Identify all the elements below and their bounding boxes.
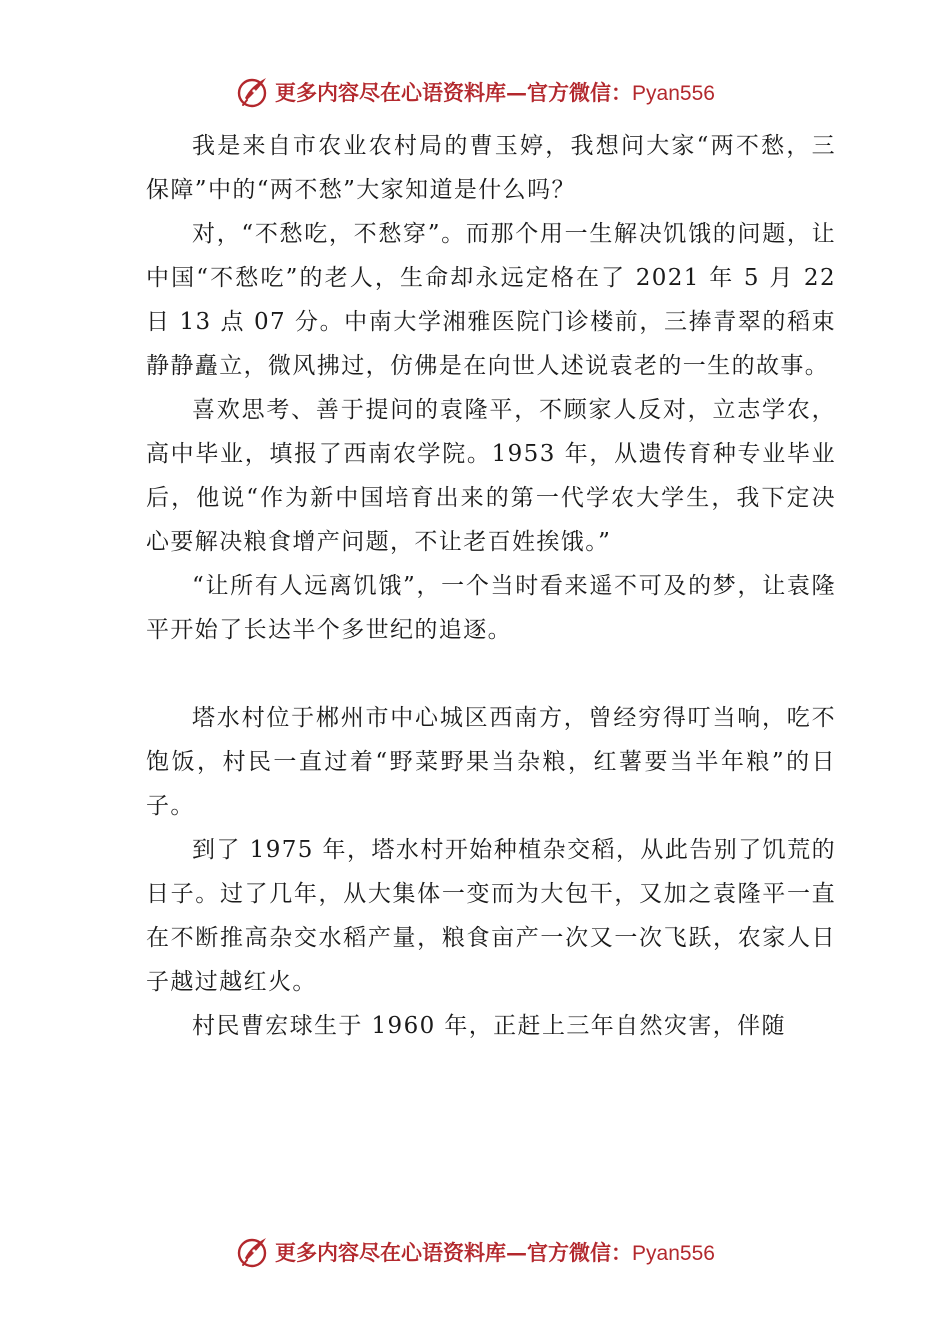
paragraph: 到了 1975 年，塔水村开始种植杂交稻，从此告别了饥荒的日子。过了几年，从大集体一变而为大包干，又加之袁隆平一直在不断推高杂交水稻产量，粮食亩产一次又一次飞跃，农家人日子越过越红火。: [146, 837, 836, 995]
paragraph: 我是来自市农业农村局的曹玉婷，我想问大家“两不愁，三保障”中的“两不愁”大家知道是什么吗？: [146, 133, 836, 203]
header-banner-text: [275, 77, 715, 107]
paragraph: 村民曹宏球生于 1960 年，正赶上三年自然灾害，伴随: [192, 1013, 786, 1039]
pen-nib-logo-icon: [235, 74, 271, 110]
pen-nib-logo-icon: [235, 1234, 271, 1270]
paragraph: 塔水村位于郴州市中心城区西南方，曾经穷得叮当响，吃不饱饭，村民一直过着“野菜野果当杂粮，红薯要当半年粮”的日子。: [146, 705, 836, 819]
footer-banner-handle: Pyan556: [632, 1242, 715, 1265]
paragraph: 对，“不愁吃，不愁穿”。而那个用一生解决饥饿的问题，让中国“不愁吃”的老人，生命却永远定格在了 2021 年 5 月 22 日 13 点 07 分。中南大学湘雅医院门诊楼前，三捧青翠的稻束静静矗立，微风拂过，仿佛是在向世人述说袁老的一生的故事。: [146, 221, 836, 379]
header-banner-main: 更多内容尽在心语资料库—官方微信：: [275, 80, 633, 105]
footer-banner: [0, 1232, 950, 1272]
header-banner-handle: Pyan556: [632, 82, 715, 105]
header-banner: [0, 72, 950, 112]
footer-banner-main: 更多内容尽在心语资料库—官方微信：: [275, 1240, 633, 1265]
paragraph: 喜欢思考、善于提问的袁隆平，不顾家人反对，立志学农，高中毕业，填报了西南农学院。1953 年，从遗传育种专业毕业后，他说“作为新中国培育出来的第一代学农大学生，我下定决心要解决粮食增产问题，不让老百姓挨饿。”: [146, 397, 836, 555]
document-body: [146, 124, 836, 1048]
paragraph: “让所有人远离饥饿”，一个当时看来遥不可及的梦，让袁隆平开始了长达半个多世纪的追逐。: [146, 573, 836, 643]
footer-banner-text: [275, 1237, 715, 1267]
